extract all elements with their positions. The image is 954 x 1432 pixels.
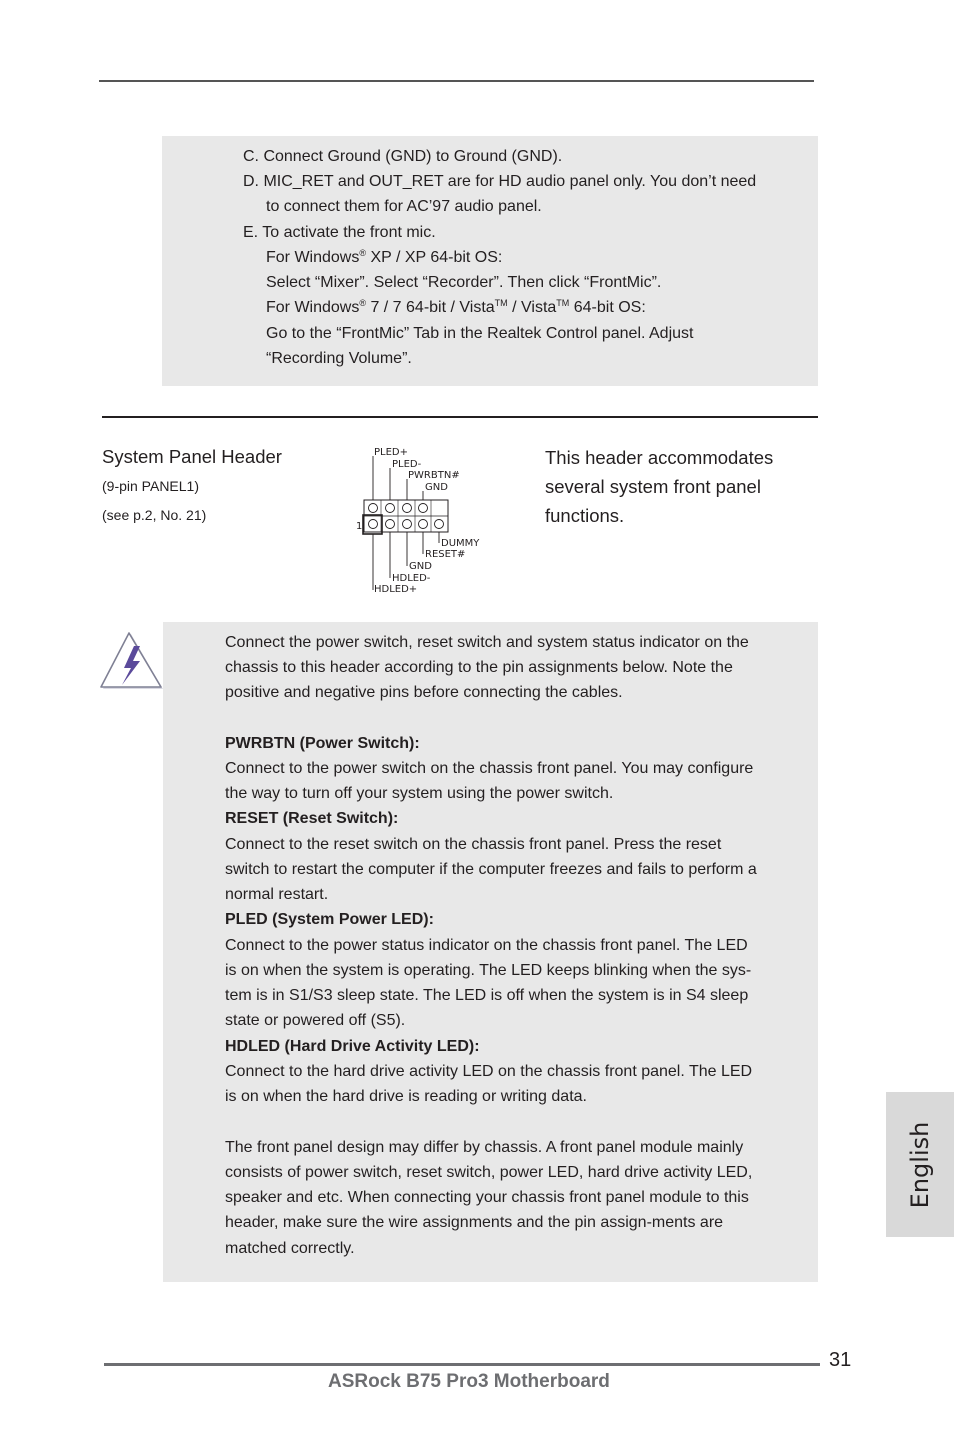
hdled-body-1: Connect to the hard drive activity LED on the chassis front panel. The LED <box>225 1063 753 1080</box>
pin-label-one: 1 <box>356 521 363 532</box>
language-tab-label: English <box>906 1121 934 1208</box>
system-panel-description-1: This header accommodates <box>545 447 774 468</box>
note-w7-instruction-1: Go to the “FrontMic” Tab in the Realtek Control panel. Adjust <box>266 325 694 342</box>
reset-body-1: Connect to the reset switch on the chassis front panel. Press the reset <box>225 836 722 853</box>
note-xp-instruction: Select “Mixer”. Select “Recorder”. Then click “FrontMic”. <box>266 274 662 291</box>
system-panel-description-3: functions. <box>545 505 625 526</box>
system-panel-pin-count: (9-pin PANEL1) <box>102 478 200 494</box>
top-rule <box>99 80 814 82</box>
system-panel-description-2: several system front panel <box>545 476 761 497</box>
system-panel-reference: (see p.2, No. 21) <box>102 507 207 523</box>
pled-heading: PLED (System Power LED): <box>225 911 434 928</box>
page-number: 31 <box>829 1349 852 1371</box>
note-c: C. Connect Ground (GND) to Ground (GND). <box>243 148 563 165</box>
pwrbtn-body-1: Connect to the power switch on the chassis front panel. You may configure <box>225 760 754 777</box>
warning-triangle-lightning-icon <box>100 630 166 692</box>
hdled-heading: HDLED (Hard Drive Activity LED): <box>225 1038 480 1055</box>
caution-intro-2: chassis to this header according to the pin assignments below. Note the <box>225 659 733 676</box>
closing-4: header, make sure the wire assignments and the pin assign-ments are <box>225 1214 724 1231</box>
pled-body-3: tem is in S1/S3 sleep state. The LED is off when the system is in S4 sleep <box>225 987 749 1004</box>
reset-body-2: switch to restart the computer if the computer freezes and fails to perform a <box>225 861 757 878</box>
closing-3: speaker and etc. When connecting your chassis front panel module to this <box>225 1189 749 1206</box>
caution-intro-3: positive and negative pins before connecting the cables. <box>225 684 623 701</box>
pled-body-4: state or powered off (S5). <box>225 1012 406 1029</box>
pin-label-hdled-plus: HDLED+ <box>374 584 418 595</box>
pin-label-hdled-minus: HDLED- <box>392 573 431 584</box>
closing-5: matched correctly. <box>225 1240 355 1257</box>
pwrbtn-heading: PWRBTN (Power Switch): <box>225 735 420 752</box>
footer-rule <box>104 1363 820 1366</box>
note-windows-xp: For Windows® XP / XP 64-bit OS: <box>266 248 503 266</box>
pin-label-pled-plus: PLED+ <box>374 447 408 458</box>
caution-intro-1: Connect the power switch, reset switch and system status indicator on the <box>225 634 749 651</box>
pin-label-dummy: DUMMY <box>441 538 480 549</box>
note-d-line2: to connect them for AC’97 audio panel. <box>266 198 542 215</box>
closing-2: consists of power switch, reset switch, power LED, hard drive activity LED, <box>225 1164 753 1181</box>
pin-label-reset: RESET# <box>425 549 466 560</box>
note-w7-instruction-2: “Recording Volume”. <box>266 350 412 367</box>
reset-body-3: normal restart. <box>225 886 329 903</box>
pin-label-pwrbtn: PWRBTN# <box>408 470 460 481</box>
hdled-body-2: is on when the hard drive is reading or writing data. <box>225 1088 587 1105</box>
pled-body-1: Connect to the power status indicator on the chassis front panel. The LED <box>225 937 748 954</box>
note-e: E. To activate the front mic. <box>243 224 436 241</box>
pled-body-2: is on when the system is operating. The LED keeps blinking when the sys- <box>225 962 752 979</box>
note-d-line1: D. MIC_RET and OUT_RET are for HD audio panel only. You don’t need <box>243 173 757 190</box>
note-windows-7: For Windows® 7 / 7 64-bit / Vista™ / Vista™ 64-bit OS: <box>266 298 646 316</box>
pwrbtn-body-2: the way to turn off your system using the power switch. <box>225 785 614 802</box>
pin-label-gnd-bottom: GND <box>409 561 432 572</box>
panel1-pin-diagram <box>355 444 495 596</box>
system-panel-title: System Panel Header <box>102 446 282 467</box>
language-tab <box>886 1092 954 1237</box>
pin-label-gnd-top: GND <box>425 482 448 493</box>
footer-model-name: ASRock B75 Pro3 Motherboard <box>328 1371 610 1392</box>
pin-label-pled-minus: PLED- <box>392 459 422 470</box>
reset-heading: RESET (Reset Switch): <box>225 810 399 827</box>
closing-1: The front panel design may differ by chassis. A front panel module mainly <box>225 1139 744 1156</box>
section-rule <box>102 416 818 418</box>
